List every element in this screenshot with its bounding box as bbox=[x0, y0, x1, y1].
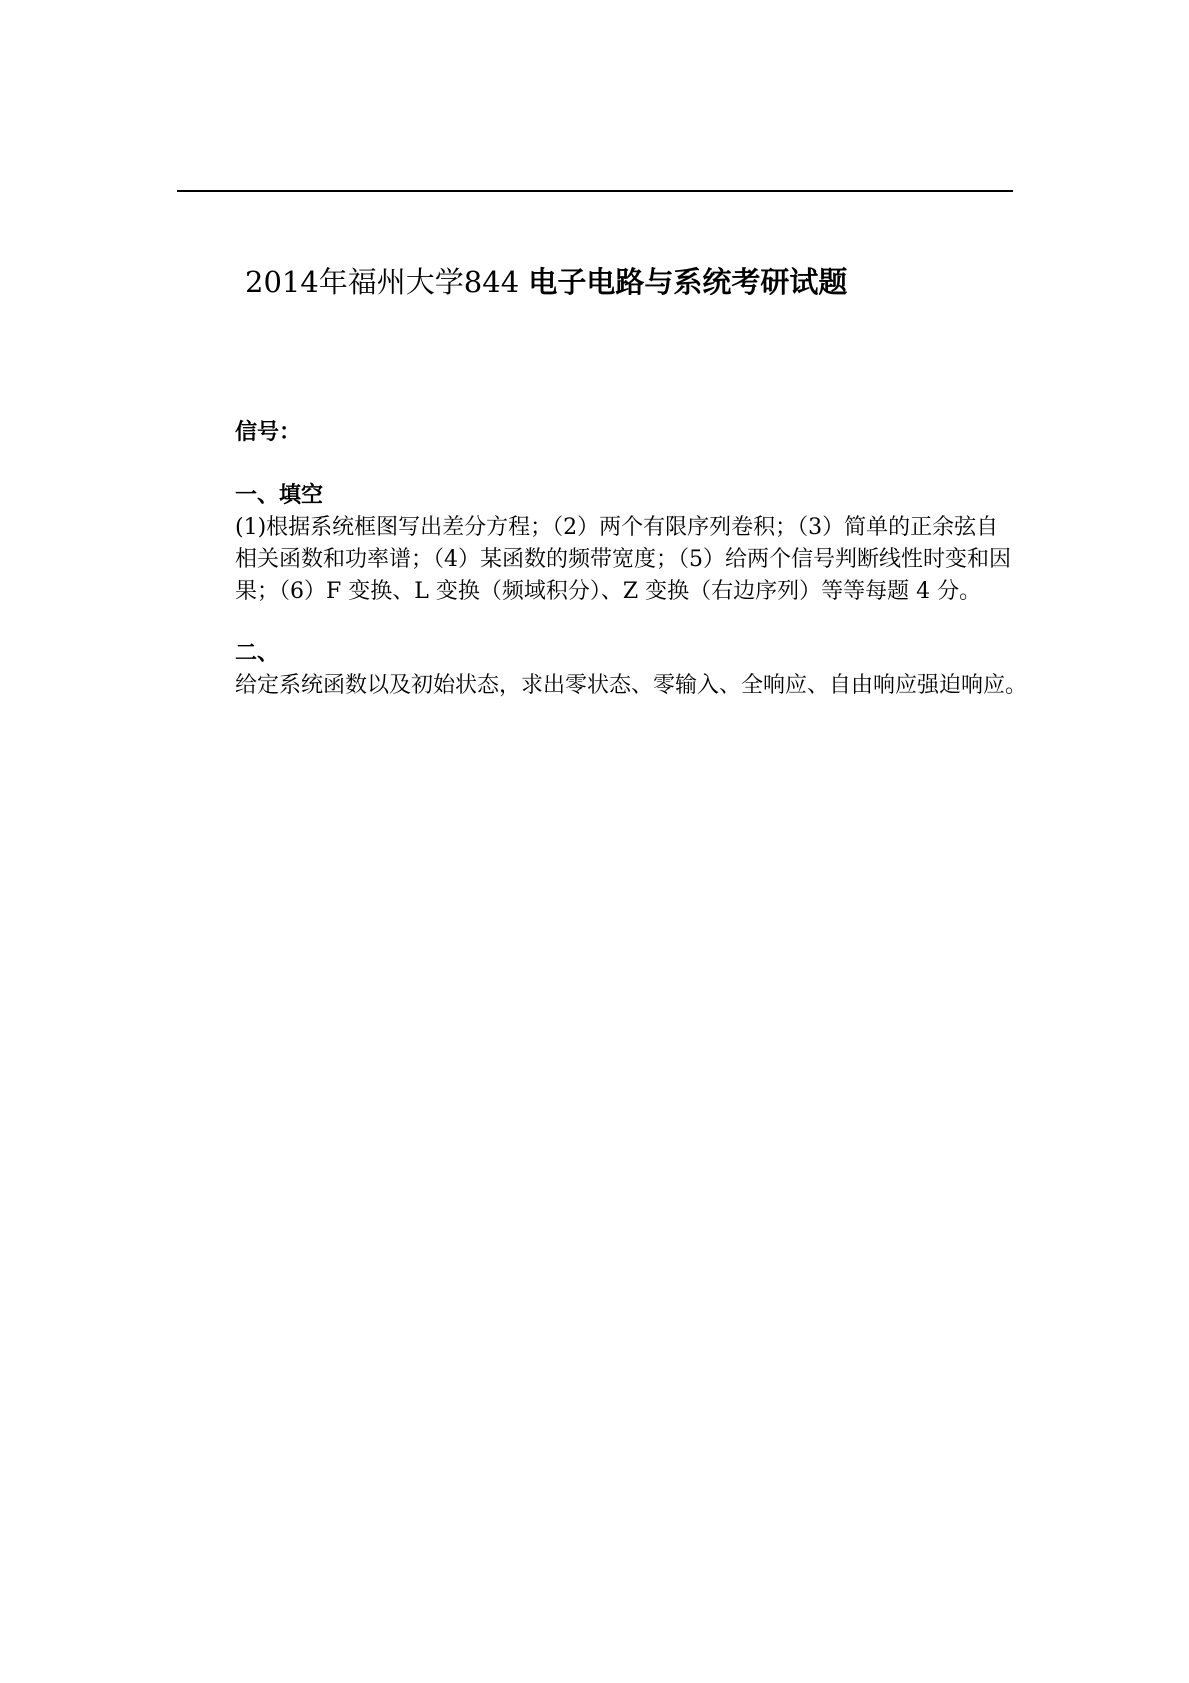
section-1-line-2: 相关函数和功率谱；（4）某函数的频带宽度；（5）给两个信号判断线性时变和因 bbox=[235, 547, 1011, 572]
section-1-line-3: 果；（6）F 变换、L 变换（频域积分）、Z 变换（右边序列）等等每题 4 分。 bbox=[235, 579, 982, 604]
document-body bbox=[235, 417, 1070, 702]
document-title bbox=[245, 262, 847, 302]
section-2-heading: 二、 bbox=[235, 641, 280, 666]
section-2-body: 给定系统函数以及初始状态，求出零状态、零输入、全响应、自由响应强迫响应。 bbox=[235, 673, 1028, 698]
section-1-heading: 一、填空 bbox=[235, 483, 324, 508]
section-1-line-1: (1)根据系统框图写出差分方程；（2）两个有限序列卷积；（3）简单的正余弦自 bbox=[235, 515, 999, 540]
title-suffix: 电子电路与系统考研试题 bbox=[528, 265, 848, 299]
subject-label: 信号： bbox=[235, 420, 302, 445]
header-rule bbox=[177, 190, 1013, 192]
title-prefix: 2014年福州大学844 bbox=[245, 265, 520, 299]
